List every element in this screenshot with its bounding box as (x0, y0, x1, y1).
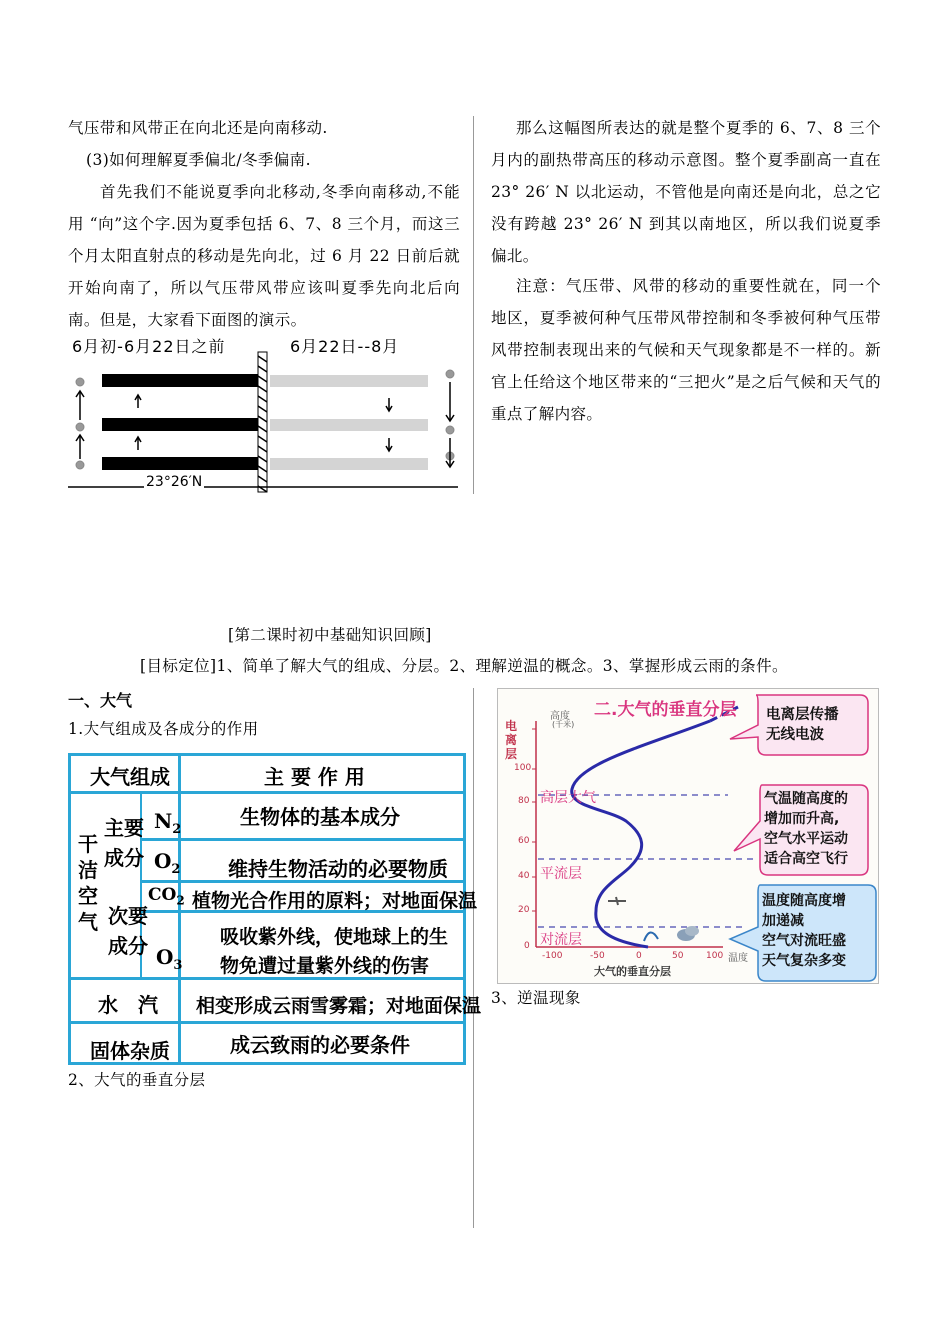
y-tick-60: 60 (518, 836, 530, 846)
belt-black-2 (102, 418, 258, 431)
temperature-curve (572, 721, 710, 947)
gas-o3: $O_3$ (156, 945, 183, 973)
y-axis-title: 电离层 (505, 719, 518, 761)
subheading-inversion: 3、逆温现象 (491, 989, 581, 1007)
diagram-label-right: 6月22日--8月 (290, 337, 400, 356)
bubble-stratosphere-text: 气温随高度的 增加而升高, 空气水平运动 适合高空飞行 (764, 791, 848, 867)
gas-co2: $CO_2$ (148, 885, 185, 908)
airplane-icon (608, 897, 626, 905)
layer-label-stratosphere: 平流层 (540, 866, 582, 882)
right-paragraph-2: 注意：气压带、风带的移动的重要性就在，同一个地区，夏季被何种气压带风带控制和冬季被何种气压带风带控制表现出来的气候和天气现象都是不一样的。新官上任给这个地区带来的“三把火”是之后气候和天气的重点了解内容。 (491, 277, 881, 423)
belt-grey-2 (270, 419, 428, 431)
belt-grey-1 (270, 375, 428, 387)
water-vapor-label: 水 汽 (98, 993, 158, 1017)
x-tick-100: 100 (706, 951, 724, 961)
left-paragraph-1: 气压带和风带正在向北还是向南移动. (68, 119, 328, 137)
minor-components-label: 次要 成分 (108, 904, 148, 958)
solid-impurities-role: 成云致雨的必要条件 (230, 1033, 410, 1057)
y-tick-40: 40 (518, 871, 530, 881)
convection-arrow-icon (644, 932, 658, 941)
x-tick-m100: -100 (542, 951, 563, 961)
y-unit-label: 高度 (550, 711, 570, 722)
water-vapor-role: 相变形成云雨雪雾霜；对地面保温 (196, 995, 482, 1017)
role-o3-line2: 物免遭过量紫外线的伤害 (220, 955, 430, 977)
diagram-label-left: 6月初-6月22日之前 (72, 337, 226, 356)
lesson-title: [第二课时初中基础知识回顾] (228, 626, 432, 644)
role-co2: 植物光合作用的原料；对地面保温 (192, 890, 478, 912)
latitude-label: 23°26′N (146, 474, 203, 490)
y-tick-0: 0 (524, 941, 530, 951)
column-divider-bottom (473, 688, 474, 1228)
left-paragraph-2: (3)如何理解夏季偏北/冬季偏南. (86, 151, 311, 169)
y-tick-80: 80 (518, 796, 530, 806)
x-tick-0: 0 (636, 951, 642, 961)
dry-air-label: 干 洁 空 气 (78, 832, 98, 934)
main-components-label: 主要 成分 (104, 816, 144, 870)
bubble-ionosphere-text: 电离层传播 无线电波 (766, 707, 839, 743)
y-tick-20: 20 (518, 905, 530, 915)
diagram-graphics (66, 332, 464, 496)
role-n2: 生物体的基本成分 (240, 805, 400, 829)
role-o3-line1: 吸收紫外线，使地球上的生 (220, 926, 449, 948)
right-paragraph-1: 那么这幅图所表达的就是整个夏季的 6、7、8 三个月内的副热带高压的移动示意图。整个夏季副高一直在 23° 26′ N 以北运动，不管他是向南还是向北，总之它没有跨越 23° 26′ N 到其以南地区，所以我们说夏季偏北。 (491, 119, 881, 265)
chart-caption: 大气的垂直分层 (594, 965, 671, 978)
belt-grey-3 (270, 458, 428, 470)
solid-impurities-label: 固体杂质 (90, 1039, 170, 1063)
chart-title: 二.大气的垂直分层 (594, 700, 737, 720)
belt-black-3 (102, 457, 258, 470)
x-tick-m50: -50 (590, 951, 605, 961)
y-unit-sub: (千米) (552, 720, 575, 729)
belt-black-1 (102, 374, 258, 387)
subheading-composition: 1.大气组成及各成分的作用 (68, 720, 259, 738)
bubble-troposphere-text: 温度随高度增 加递减 空气对流旺盛 天气复杂多变 (762, 893, 846, 969)
header-composition: 大气组成 (90, 765, 170, 789)
y-tick-100: 100 (514, 763, 532, 773)
subheading-layers: 2、大气的垂直分层 (68, 1071, 206, 1089)
column-divider-top (473, 116, 474, 494)
atmosphere-composition-table (68, 753, 482, 1065)
x-axis-label: 温度 (728, 953, 748, 964)
gas-o2: $O_2$ (154, 849, 181, 877)
goal-statement: [目标定位]1、简单了解大气的组成、分层。2、理解逆温的概念。3、掌握形成云雨的条件。 (140, 657, 788, 675)
vertical-layers-chart (497, 688, 879, 984)
cloud-icon (677, 926, 699, 941)
role-o2: 维持生物活动的必要物质 (228, 857, 448, 881)
x-tick-50: 50 (672, 951, 684, 961)
left-paragraph-3: 首先我们不能说夏季向北移动,冬季向南移动,不能用 “向”这个字.因为夏季包括 6、7、8 三个月，而这三个月太阳直射点的移动是先向北，过 6 月 22 日前后就开始向南了，所以气压带风带应该叫夏季先向北后向南。但是，大家看下面图的演示。 (68, 183, 460, 329)
layer-label-troposphere: 对流层 (540, 932, 582, 948)
section-heading: 一、大气 (68, 691, 133, 710)
gas-n2: $N_2$ (154, 809, 182, 837)
pressure-belt-diagram (66, 332, 464, 496)
header-role: 主 要 作 用 (264, 765, 365, 789)
layer-label-upper: 高层大气 (540, 790, 596, 806)
